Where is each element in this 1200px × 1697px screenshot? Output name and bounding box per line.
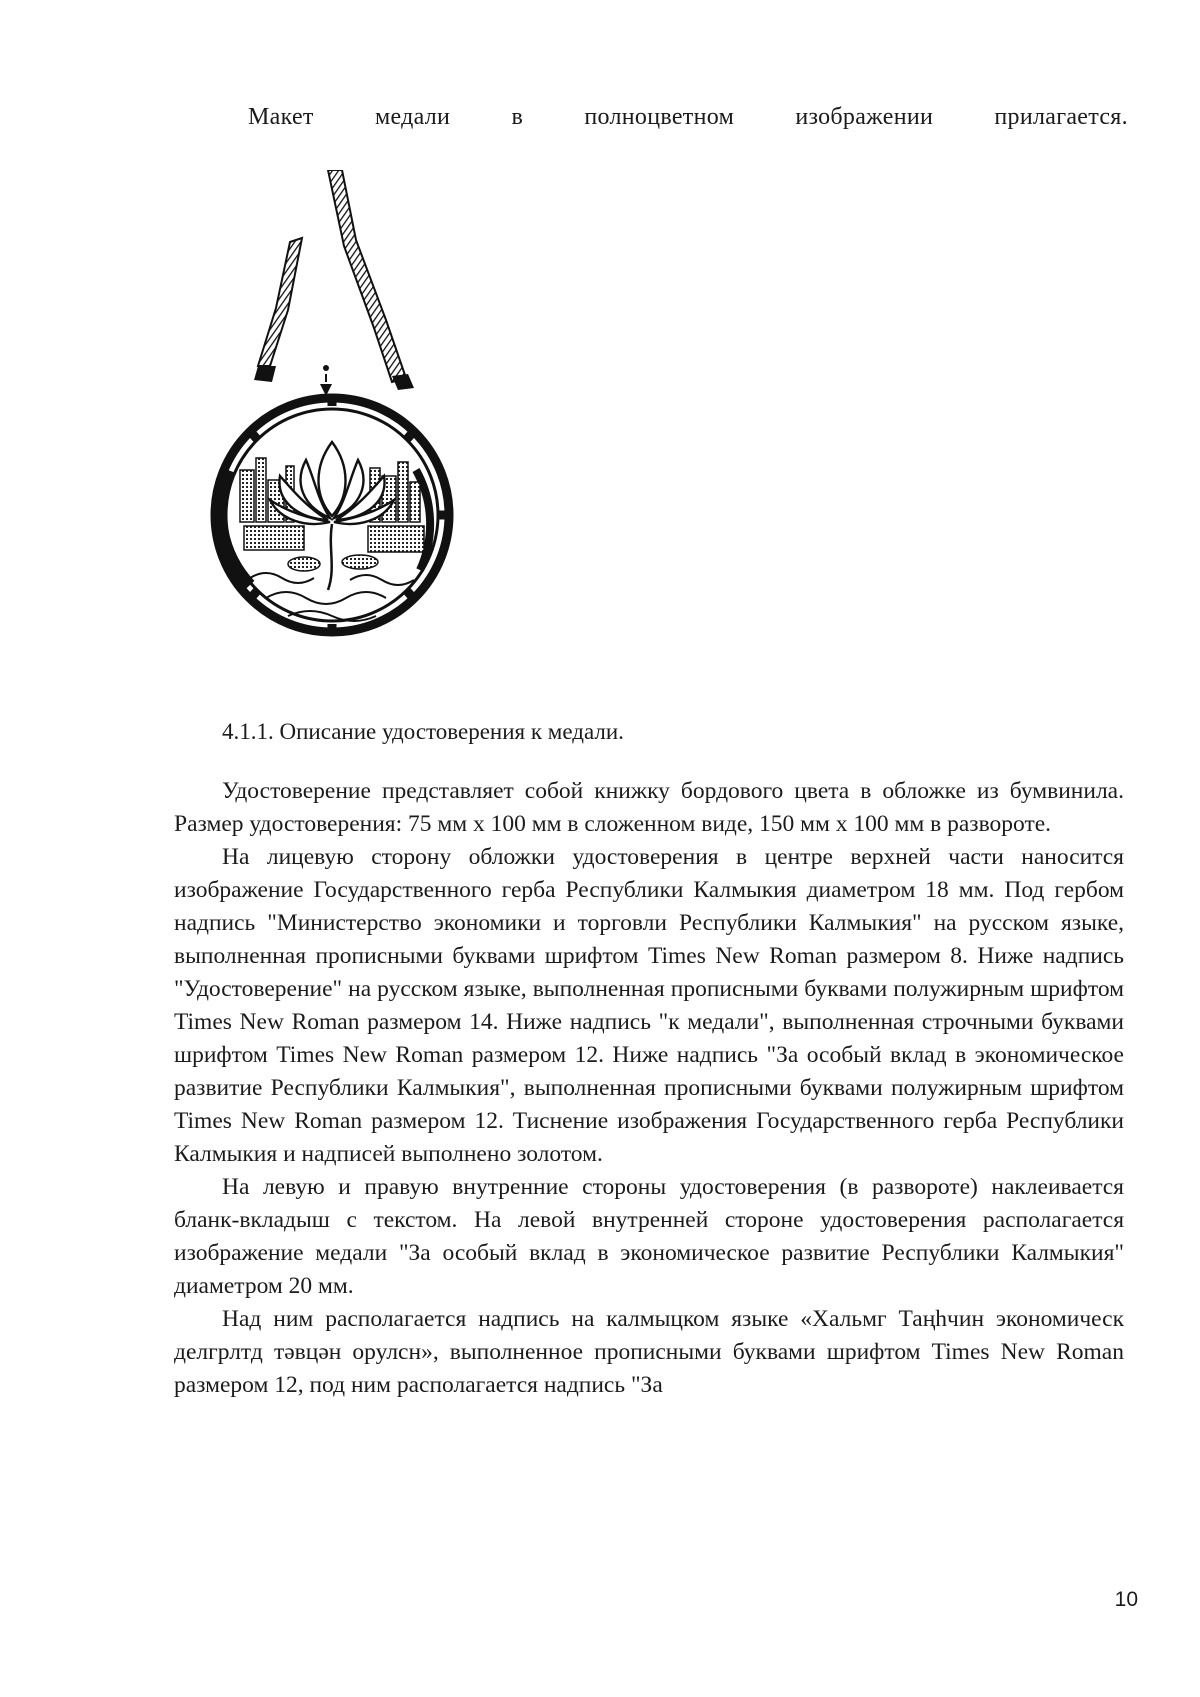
note-word: прилагается. (994, 104, 1128, 130)
medal-icon (210, 170, 520, 680)
note-word: в (511, 104, 524, 130)
body-text (174, 775, 1124, 1402)
paragraph: На лицевую сторону обложки удостоверения в центре верхней части наносится изображение Государственного герба Республики Калмыкия диаметром 18 мм. Под гербом надпись "Министерство экономики и торговли Республики Калмыкия" на русском языке, выполненная прописными буквами шрифтом Times New Roman размером 8. Ниже надпись "Удостоверение" на русском языке, выполненная прописными буквами полужирным шрифтом Times New Roman размером 14. Ниже надпись "к медали", выполненная строчными буквами шрифтом Times New Roman размером 12. Ниже надпись "За особый вклад в экономическое развитие Республики Калмыкия", выполненная прописными буквами полужирным шрифтом Times New Roman размером 12. Тиснение изображения Государственного герба Республики Калмыкия и надписей выполнено золотом. (174, 844, 1124, 1167)
note-word: Макет (248, 104, 314, 130)
note-word: полноцветном (584, 104, 735, 130)
medal-disc (213, 394, 451, 636)
section-heading: 4.1.1. Описание удостоверения к медали. (222, 719, 624, 744)
ring-connector (320, 365, 332, 396)
paragraph: Над ним располагается надпись на калмыцком языке «Хальмг Таңһчин экономическ делгрлтд тəвцəн орулсн», выполненное прописными буквами шрифтом Times New Roman размером 12, под ним располагается надпись "За (174, 1306, 1124, 1398)
ribbon-left-strand (254, 238, 302, 382)
note-word: медали (374, 104, 451, 130)
page-number: 10 (1114, 1588, 1138, 1611)
paragraph: На левую и правую внутренние стороны удостоверения (в развороте) наклеивается бланк-вкладыш с текстом. На левой внутренней стороне удостоверения располагается изображение медали "За особый вклад в экономическое развитие Республики Калмыкия" диаметром 20 мм. (174, 1174, 1124, 1299)
ribbon-right-strand (328, 170, 414, 390)
medal-layout-note (248, 104, 1128, 131)
paragraph: Удостоверение представляет собой книжку бордового цвета в обложке из бумвинила. Размер удостоверения: 75 мм х 100 мм в сложенном виде, 150 мм х 100 мм в развороте. (174, 778, 1124, 837)
note-word: изображении (795, 104, 934, 130)
